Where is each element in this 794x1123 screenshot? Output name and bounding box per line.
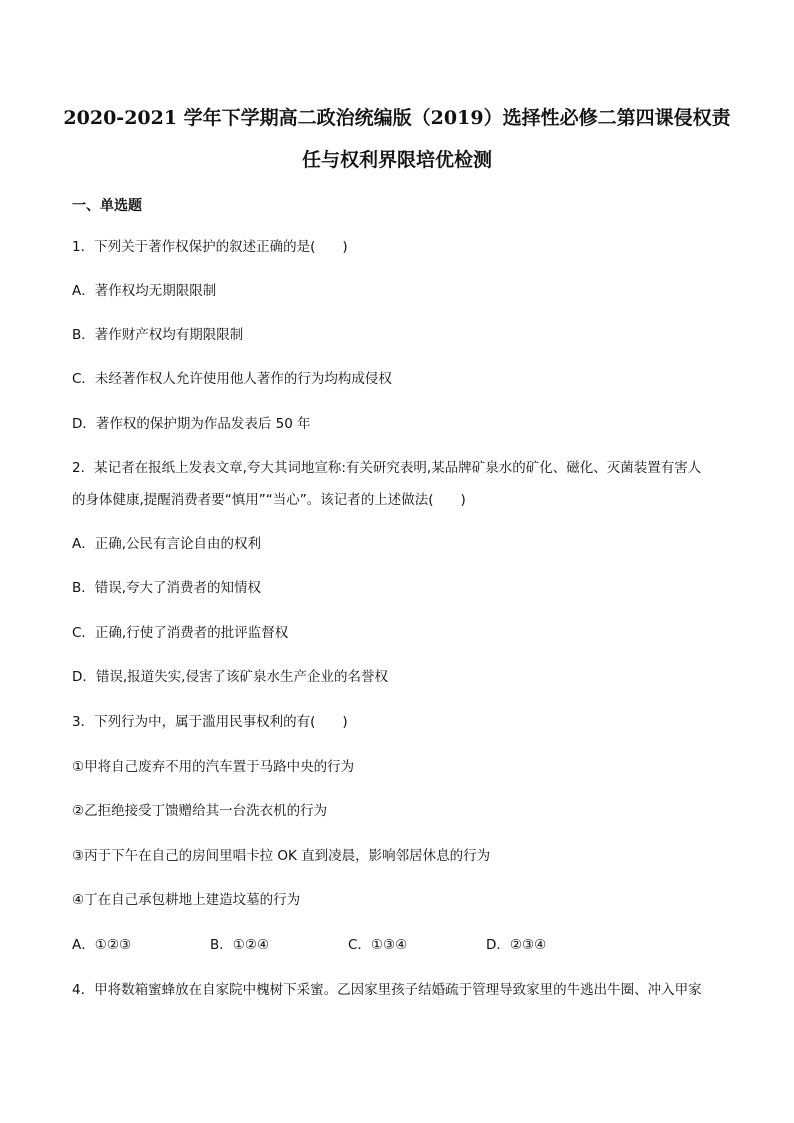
question-3-option-d: D．②③④	[486, 937, 547, 953]
question-3-option-c: C．①③④	[348, 937, 408, 953]
question-3-option-a: A．①②③	[72, 937, 132, 953]
question-4-stem-line-1: 4．甲将数箱蜜蜂放在自家院中槐树下采蜜。乙因家里孩子结婚疏于管理导致家里的牛逃出牛圈、冲入甲家	[72, 982, 702, 998]
question-2-stem-line-2: 的身体健康,提醒消费者要“慎用”“当心”。该记者的上述做法( )	[72, 492, 466, 508]
question-3-item-1: ①甲将自己废弃不用的汽车置于马路中央的行为	[72, 759, 355, 775]
question-1-option-d: D．著作权的保护期为作品发表后 50 年	[72, 416, 311, 432]
question-2-option-c: C．正确,行使了消费者的批评监督权	[72, 625, 289, 641]
question-1-option-c: C．未经著作权人允许使用他人著作的行为均构成侵权	[72, 371, 392, 387]
question-3-option-b: B．①②④	[210, 937, 270, 953]
question-1-stem: 1．下列关于著作权保护的叙述正确的是( )	[72, 239, 348, 255]
question-2-option-d: D．错误,报道失实,侵害了该矿泉水生产企业的名誉权	[72, 669, 388, 685]
question-3-item-4: ④丁在自己承包耕地上建造坟墓的行为	[72, 892, 301, 908]
question-2-option-a: A．正确,公民有言论自由的权利	[72, 536, 262, 552]
question-3-stem: 3．下列行为中，属于滥用民事权利的有( )	[72, 714, 348, 730]
question-2-stem-line-1: 2．某记者在报纸上发表文章,夸大其词地宣称:有关研究表明,某品牌矿泉水的矿化、磁化、灭菌装置有害人	[72, 460, 702, 476]
question-2-option-b: B．错误,夸大了消费者的知情权	[72, 580, 262, 596]
question-1-option-b: B．著作财产权均有期限限制	[72, 327, 244, 343]
question-3-item-2: ②乙拒绝接受丁馈赠给其一台洗衣机的行为	[72, 803, 328, 819]
section-heading: 一、单选题	[72, 198, 142, 214]
document-title-line-2: 任与权利界限培优检测	[301, 149, 492, 171]
question-1-option-a: A．著作权均无期限限制	[72, 283, 217, 299]
document-title-line-1: 2020-2021 学年下学期高二政治统编版（2019）选择性必修二第四课侵权责	[63, 107, 731, 129]
question-3-item-3: ③丙于下午在自己的房间里唱卡拉 OK 直到凌晨，影响邻居休息的行为	[72, 848, 491, 864]
